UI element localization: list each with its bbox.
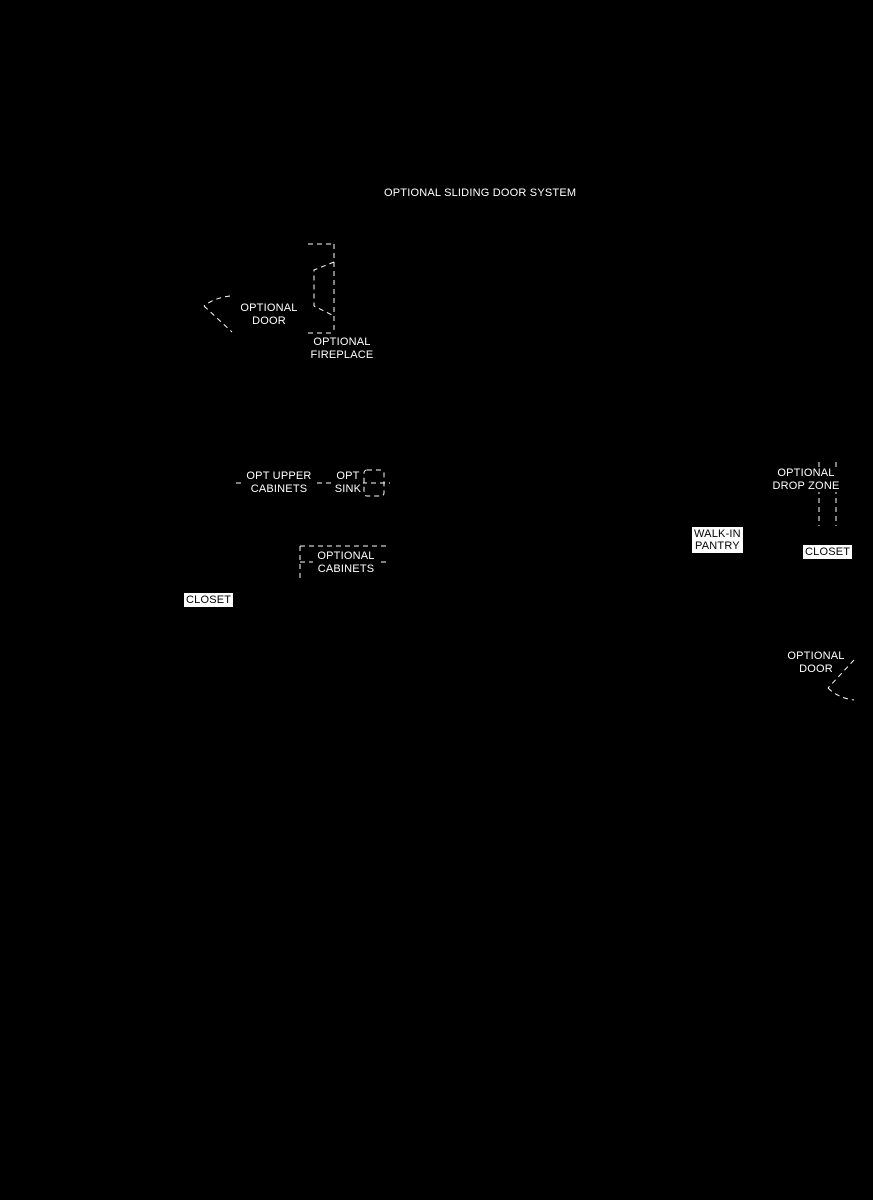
label-line: DOOR xyxy=(799,662,833,675)
room-tag-walk-in-pantry xyxy=(692,527,743,553)
label-optional-door-left xyxy=(238,302,300,327)
label-line: CABINETS xyxy=(250,482,308,495)
label-line: OPT xyxy=(336,470,360,482)
label-optional-cabinets xyxy=(313,550,379,575)
room-tag-text: CLOSET xyxy=(805,546,851,558)
label-optional-fireplace xyxy=(309,336,375,361)
room-tag-text: CLOSET xyxy=(186,594,232,606)
optional-door-left-swing xyxy=(204,296,232,332)
room-tag-closet-left xyxy=(184,593,233,607)
label-line: OPTIONAL xyxy=(787,650,845,662)
label-optional-door-right xyxy=(785,650,847,675)
label-line: OPTIONAL xyxy=(777,467,835,479)
label-line: OPT UPPER xyxy=(246,470,312,482)
label-line: DOOR xyxy=(252,314,286,327)
optional-fireplace-outline xyxy=(308,244,334,333)
label-line: OPTIONAL xyxy=(313,336,371,348)
label-line: OPTIONAL xyxy=(240,302,298,314)
label-text: OPTIONAL SLIDING DOOR SYSTEM xyxy=(384,187,577,199)
room-tag-text: PANTRY xyxy=(695,540,740,552)
room-tag-text: WALK-IN xyxy=(694,528,741,540)
label-line: FIREPLACE xyxy=(310,348,374,361)
label-opt-upper-cabinets xyxy=(244,470,314,495)
label-line: OPTIONAL xyxy=(317,550,375,562)
label-optional-sliding-door-system xyxy=(384,187,576,200)
room-tag-closet-right xyxy=(803,545,852,559)
label-opt-sink xyxy=(333,470,363,495)
label-line: DROP ZONE xyxy=(772,479,840,492)
label-line: SINK xyxy=(334,482,362,495)
label-optional-drop-zone xyxy=(770,467,842,492)
label-line: CABINETS xyxy=(317,562,375,575)
